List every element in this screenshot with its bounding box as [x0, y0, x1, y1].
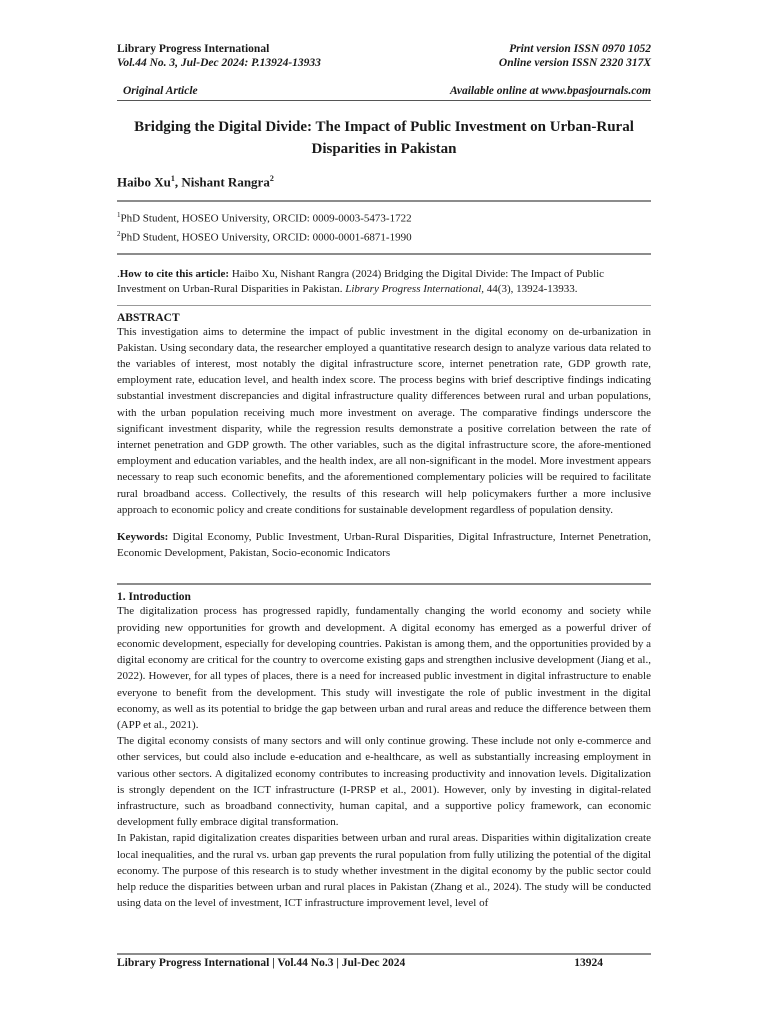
- online-issn: Online version ISSN 2320 317X: [498, 57, 651, 69]
- article-title: Bridging the Digital Divide: The Impact of Public Investment on Urban-Rural Disparities in Pakistan: [134, 119, 634, 157]
- affiliations: [117, 208, 651, 245]
- citation-label: How to cite this article:: [119, 267, 230, 280]
- print-issn: Print version ISSN 0970 1052: [509, 43, 651, 55]
- journal-name: Library Progress International: [117, 43, 270, 55]
- intro-paragraph: In Pakistan, rapid digitalization creates disparities between urban and rural areas. Disparities within digitalization create local inequalities, and the rural vs. urban gap prevents the rural population from fully utilizing the potential of the digital economy. The purpose of this research is to study whether investment in the digital economy by the public sector could help reduce the disparities between urban and rural places in Pakistan (Zhang et al., 2024). The study will be conducted using data on the level of investment, ICT infrastructure improvement level, level of: [117, 832, 651, 910]
- journal-info: [117, 42, 321, 70]
- footer-divider: [117, 953, 651, 955]
- header-divider: [117, 100, 651, 101]
- citation-divider: [117, 305, 651, 306]
- footer-row: [117, 957, 651, 969]
- citation-text: Haibo Xu, Nishant Rangra (2024) Bridging the Digital Divide: The Impact of Public Investment on Urban-Rural Disparities in Pakistan.: [117, 267, 605, 295]
- intro-paragraph: The digitalization process has progressed rapidly, fundamentally changing the world economy and society while providing new opportunities for growth and development. A digital economy has emerged as a powerful driver of economic development, especially for developing countries. Pakistan is among them, and the opportunities provided by a digital economy are critical for the country to overcome existing gaps and strengthen inclusive development (Jiang et al., 2022). However, for all types of places, there is a need for increased public investment in digital infrastructure to enable everyone to benefit from the development. This study will investigate the role of public investment in the digital economy, as well as its potential to bridge the gap between urban and rural areas and reduce the difference between them (APP et al., 2021).: [117, 605, 651, 731]
- abstract-text: This investigation aims to determine the impact of public investment in the digital economy on de-urbanization in Pakistan. Using secondary data, the researcher employed a quantitative research design to analyze various data related to the variables of interest, most notably the digital infrastructure score, internet penetration rate, GDP growth rate, employment rate, education level, and health index score. The process begins with brief descriptive findings indicating substantial investment discrepancies and digital infrastructure quality differences between rural and urban populations, with the urban population receiving much more investment on average. The comparative findings underscore the significant investment disparity, while the regression results demonstrate a positive correlation between the rate of internet penetration and GDP growth. The other variables, such as the digital infrastructure score, the afore-mentioned employment and education variables, and the health index, are all non-significant in the model. More investment appears necessary to reap such economic benefits, and the aforementioned complementary policies will be required to facilitate rural broadband access. Collectively, the results of this research will help policymakers further a more inclusive approach to economic policy and create conditions for sustainable development regardless of population density.: [117, 325, 651, 516]
- keywords-text: Digital Economy, Public Investment, Urban-Rural Disparities, Digital Infrastructure, Internet Penetration, Economic Development, Pakistan, Socio-economic Indicators: [117, 531, 651, 560]
- keywords-label: Keywords:: [117, 531, 169, 544]
- page-footer: [117, 950, 651, 969]
- article-type: Original Article: [123, 85, 198, 97]
- section-divider: [117, 583, 651, 585]
- availability-link[interactable]: Available online at www.bpasjournals.com: [450, 85, 651, 97]
- issn-info: [499, 42, 651, 70]
- keywords-block: [117, 529, 651, 561]
- citation-journal: Library Progress International,: [345, 282, 485, 295]
- affiliation-item: [117, 208, 651, 227]
- affiliation-item: [117, 227, 651, 246]
- journal-header: [117, 42, 651, 70]
- affiliation-sup: 2: [117, 229, 121, 238]
- footer-journal: Library Progress International | Vol.44 No.3 | Jul-Dec 2024: [117, 957, 406, 969]
- affiliation-text: PhD Student, HOSEO University, ORCID: 0000-0001-6871-1990: [120, 231, 412, 244]
- affiliation-sup: 1: [117, 211, 121, 220]
- author-sup: 1: [170, 174, 175, 183]
- introduction-heading: 1. Introduction: [117, 591, 191, 604]
- page-content: [117, 42, 651, 911]
- journal-volume: Vol.44 No. 3, Jul-Dec 2024: P.13924-13933: [117, 57, 321, 69]
- author-separator: ,: [174, 174, 182, 190]
- author-name: Nishant Rangra: [181, 174, 270, 190]
- author-list: [117, 174, 651, 190]
- page-number: 13924: [574, 957, 603, 969]
- author-sup: 2: [269, 174, 274, 183]
- citation-prefix: .: [117, 267, 120, 280]
- affiliation-divider: [117, 253, 651, 255]
- article-meta-row: [117, 85, 651, 97]
- intro-paragraph: The digital economy consists of many sectors and will only continue growing. These include not only e-commerce and other services, but could also include e-education and e-healthcare, as well as substantially increasing employment in various other sectors. A digitalized economy contributes to increasing productivity and innovation levels. Digitalization is strongly dependent on the ICT infrastructure (I-PRSP et al., 2001). However, only by investing in digital-related infrastructure, such as broadband connectivity, human capital, and a supportive policy framework, can economic development fully embrace digital transformation.: [117, 735, 651, 829]
- author-name: Haibo Xu: [117, 174, 171, 190]
- authors-divider: [117, 200, 651, 202]
- citation-end: 44(3), 13924-13933.: [484, 282, 578, 295]
- abstract-heading: ABSTRACT: [117, 311, 180, 324]
- citation-block: [117, 267, 651, 297]
- affiliation-text: PhD Student, HOSEO University, ORCID: 0009-0003-5473-1722: [120, 212, 412, 225]
